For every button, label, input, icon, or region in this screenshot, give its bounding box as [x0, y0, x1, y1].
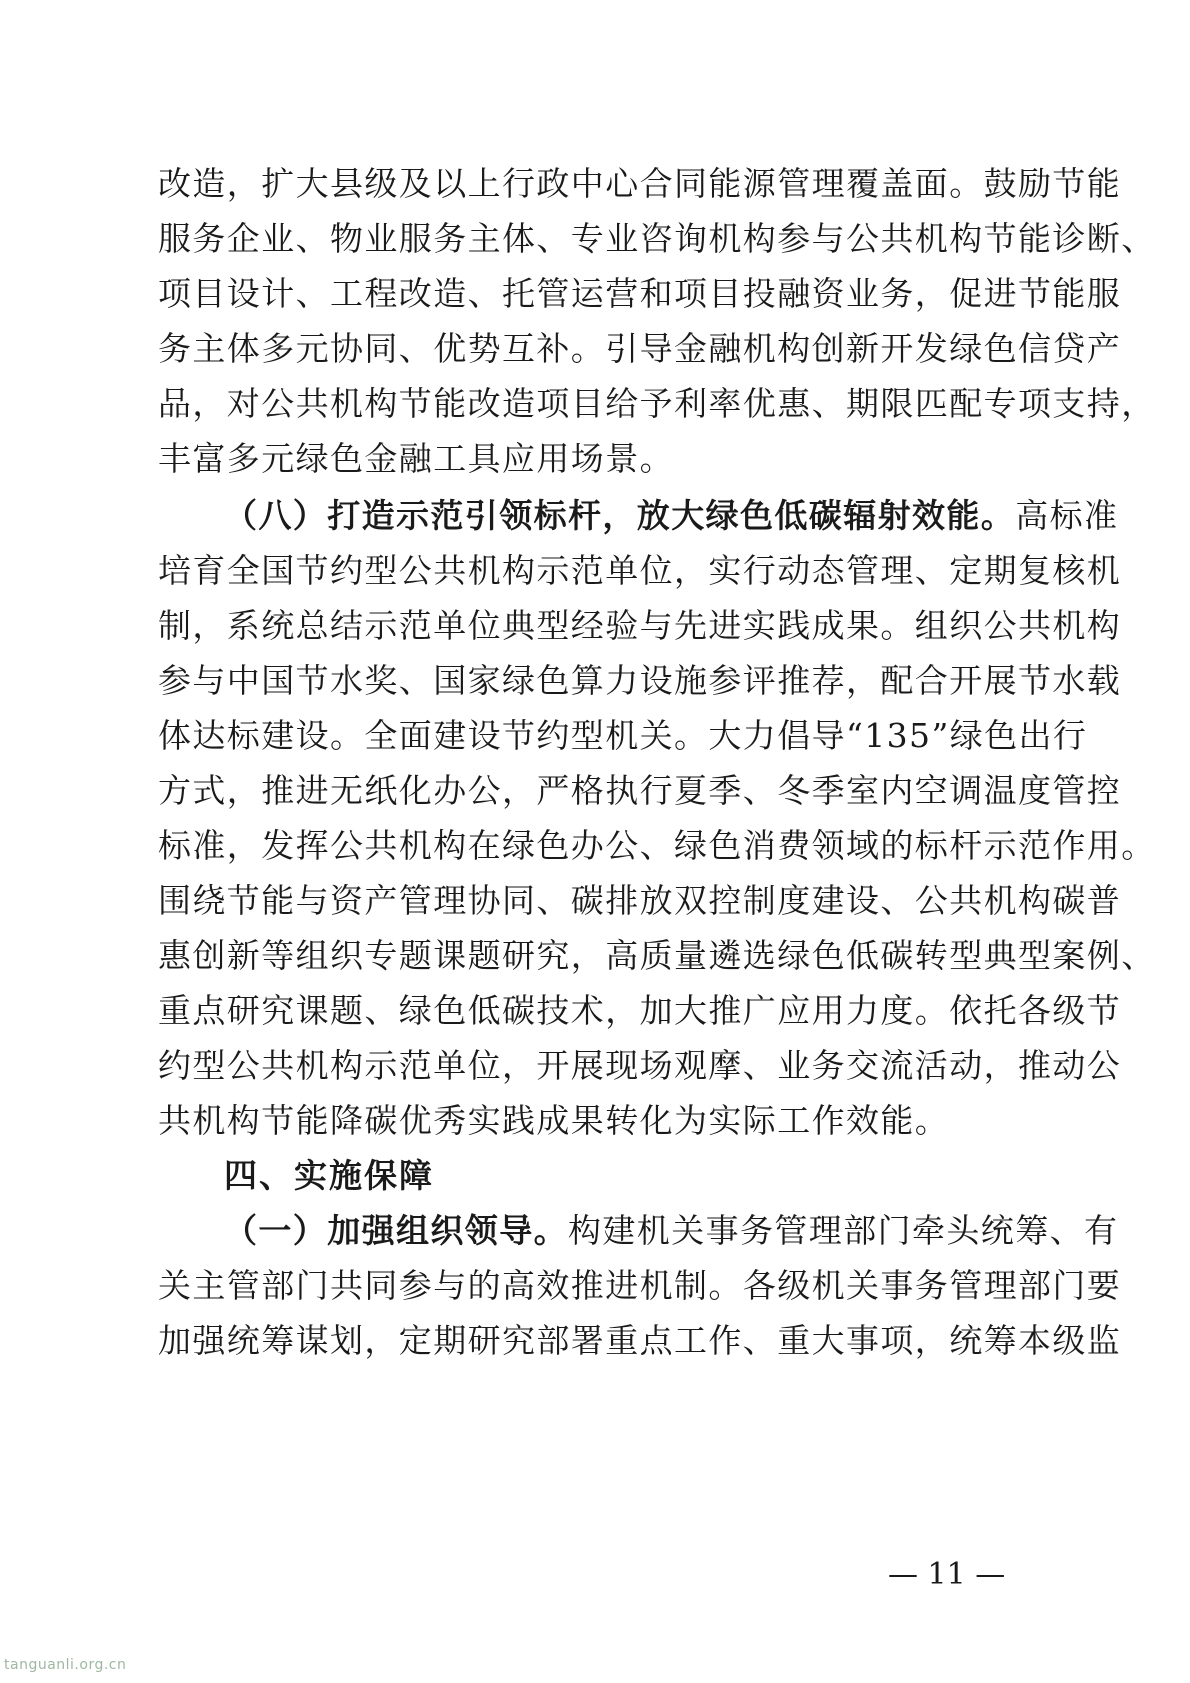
- body-line: 丰富多元绿色金融工具应用场景。: [158, 439, 674, 478]
- page-number: — 11 —: [888, 1557, 1006, 1592]
- body-line: 参与中国节水奖、国家绿色算力设施参评推荐，配合开展节水载: [158, 661, 1122, 700]
- paragraph-lead-rest: 高标准: [1015, 496, 1119, 535]
- body-line: 务主体多元协同、优势互补。引导金融机构创新开发绿色信贷产: [158, 329, 1122, 368]
- body-line: 关主管部门共同参与的高效推进机制。各级机关事务管理部门要: [158, 1266, 1122, 1305]
- paragraph-lead-bold: （一）加强组织领导。: [224, 1211, 568, 1250]
- body-line: 品，对公共机构节能改造项目给予利率优惠、期限匹配专项支持，: [158, 384, 1156, 423]
- body-line: 重点研究课题、绿色低碳技术，加大推广应用力度。依托各级节: [158, 991, 1122, 1030]
- body-line: 培育全国节约型公共机构示范单位，实行动态管理、定期复核机: [158, 551, 1122, 590]
- body-line: 共机构节能降碳优秀实践成果转化为实际工作效能。: [158, 1101, 950, 1140]
- body-line: 围绕节能与资产管理协同、碳排放双控制度建设、公共机构碳普: [158, 881, 1122, 920]
- body-line: 项目设计、工程改造、托管运营和项目投融资业务，促进节能服: [158, 274, 1122, 313]
- body-line: 加强统筹谋划，定期研究部署重点工作、重大事项，统筹本级监: [158, 1321, 1122, 1360]
- body-line: 惠创新等组织专题课题研究，高质量遴选绿色低碳转型典型案例、: [158, 936, 1156, 975]
- paragraph-lead-rest: 构建机关事务管理部门牵头统筹、有: [568, 1211, 1119, 1250]
- paragraph-lead-bold: （八）打造示范引领标杆，放大绿色低碳辐射效能。: [224, 496, 1016, 535]
- section-heading: 四、实施保障: [224, 1156, 434, 1195]
- body-line: 制，系统总结示范单位典型经验与先进实践成果。组织公共机构: [158, 606, 1122, 645]
- body-line: 服务企业、物业服务主体、专业咨询机构参与公共机构节能诊断、: [158, 219, 1156, 258]
- body-line-first: [224, 1205, 1119, 1257]
- body-line: 方式，推进无纸化办公，严格执行夏季、冬季室内空调温度管控: [158, 771, 1122, 810]
- body-line: 约型公共机构示范单位，开展现场观摩、业务交流活动，推动公: [158, 1046, 1122, 1085]
- body-line: 改造，扩大县级及以上行政中心合同能源管理覆盖面。鼓励节能: [158, 164, 1122, 203]
- body-line: 标准，发挥公共机构在绿色办公、绿色消费领域的标杆示范作用。: [158, 826, 1156, 865]
- body-line-first: [224, 490, 1119, 542]
- source-watermark: tanguanli.org.cn: [4, 1657, 127, 1673]
- body-line: 体达标建设。全面建设节约型机关。大力倡导“135”绿色出行: [158, 716, 1088, 755]
